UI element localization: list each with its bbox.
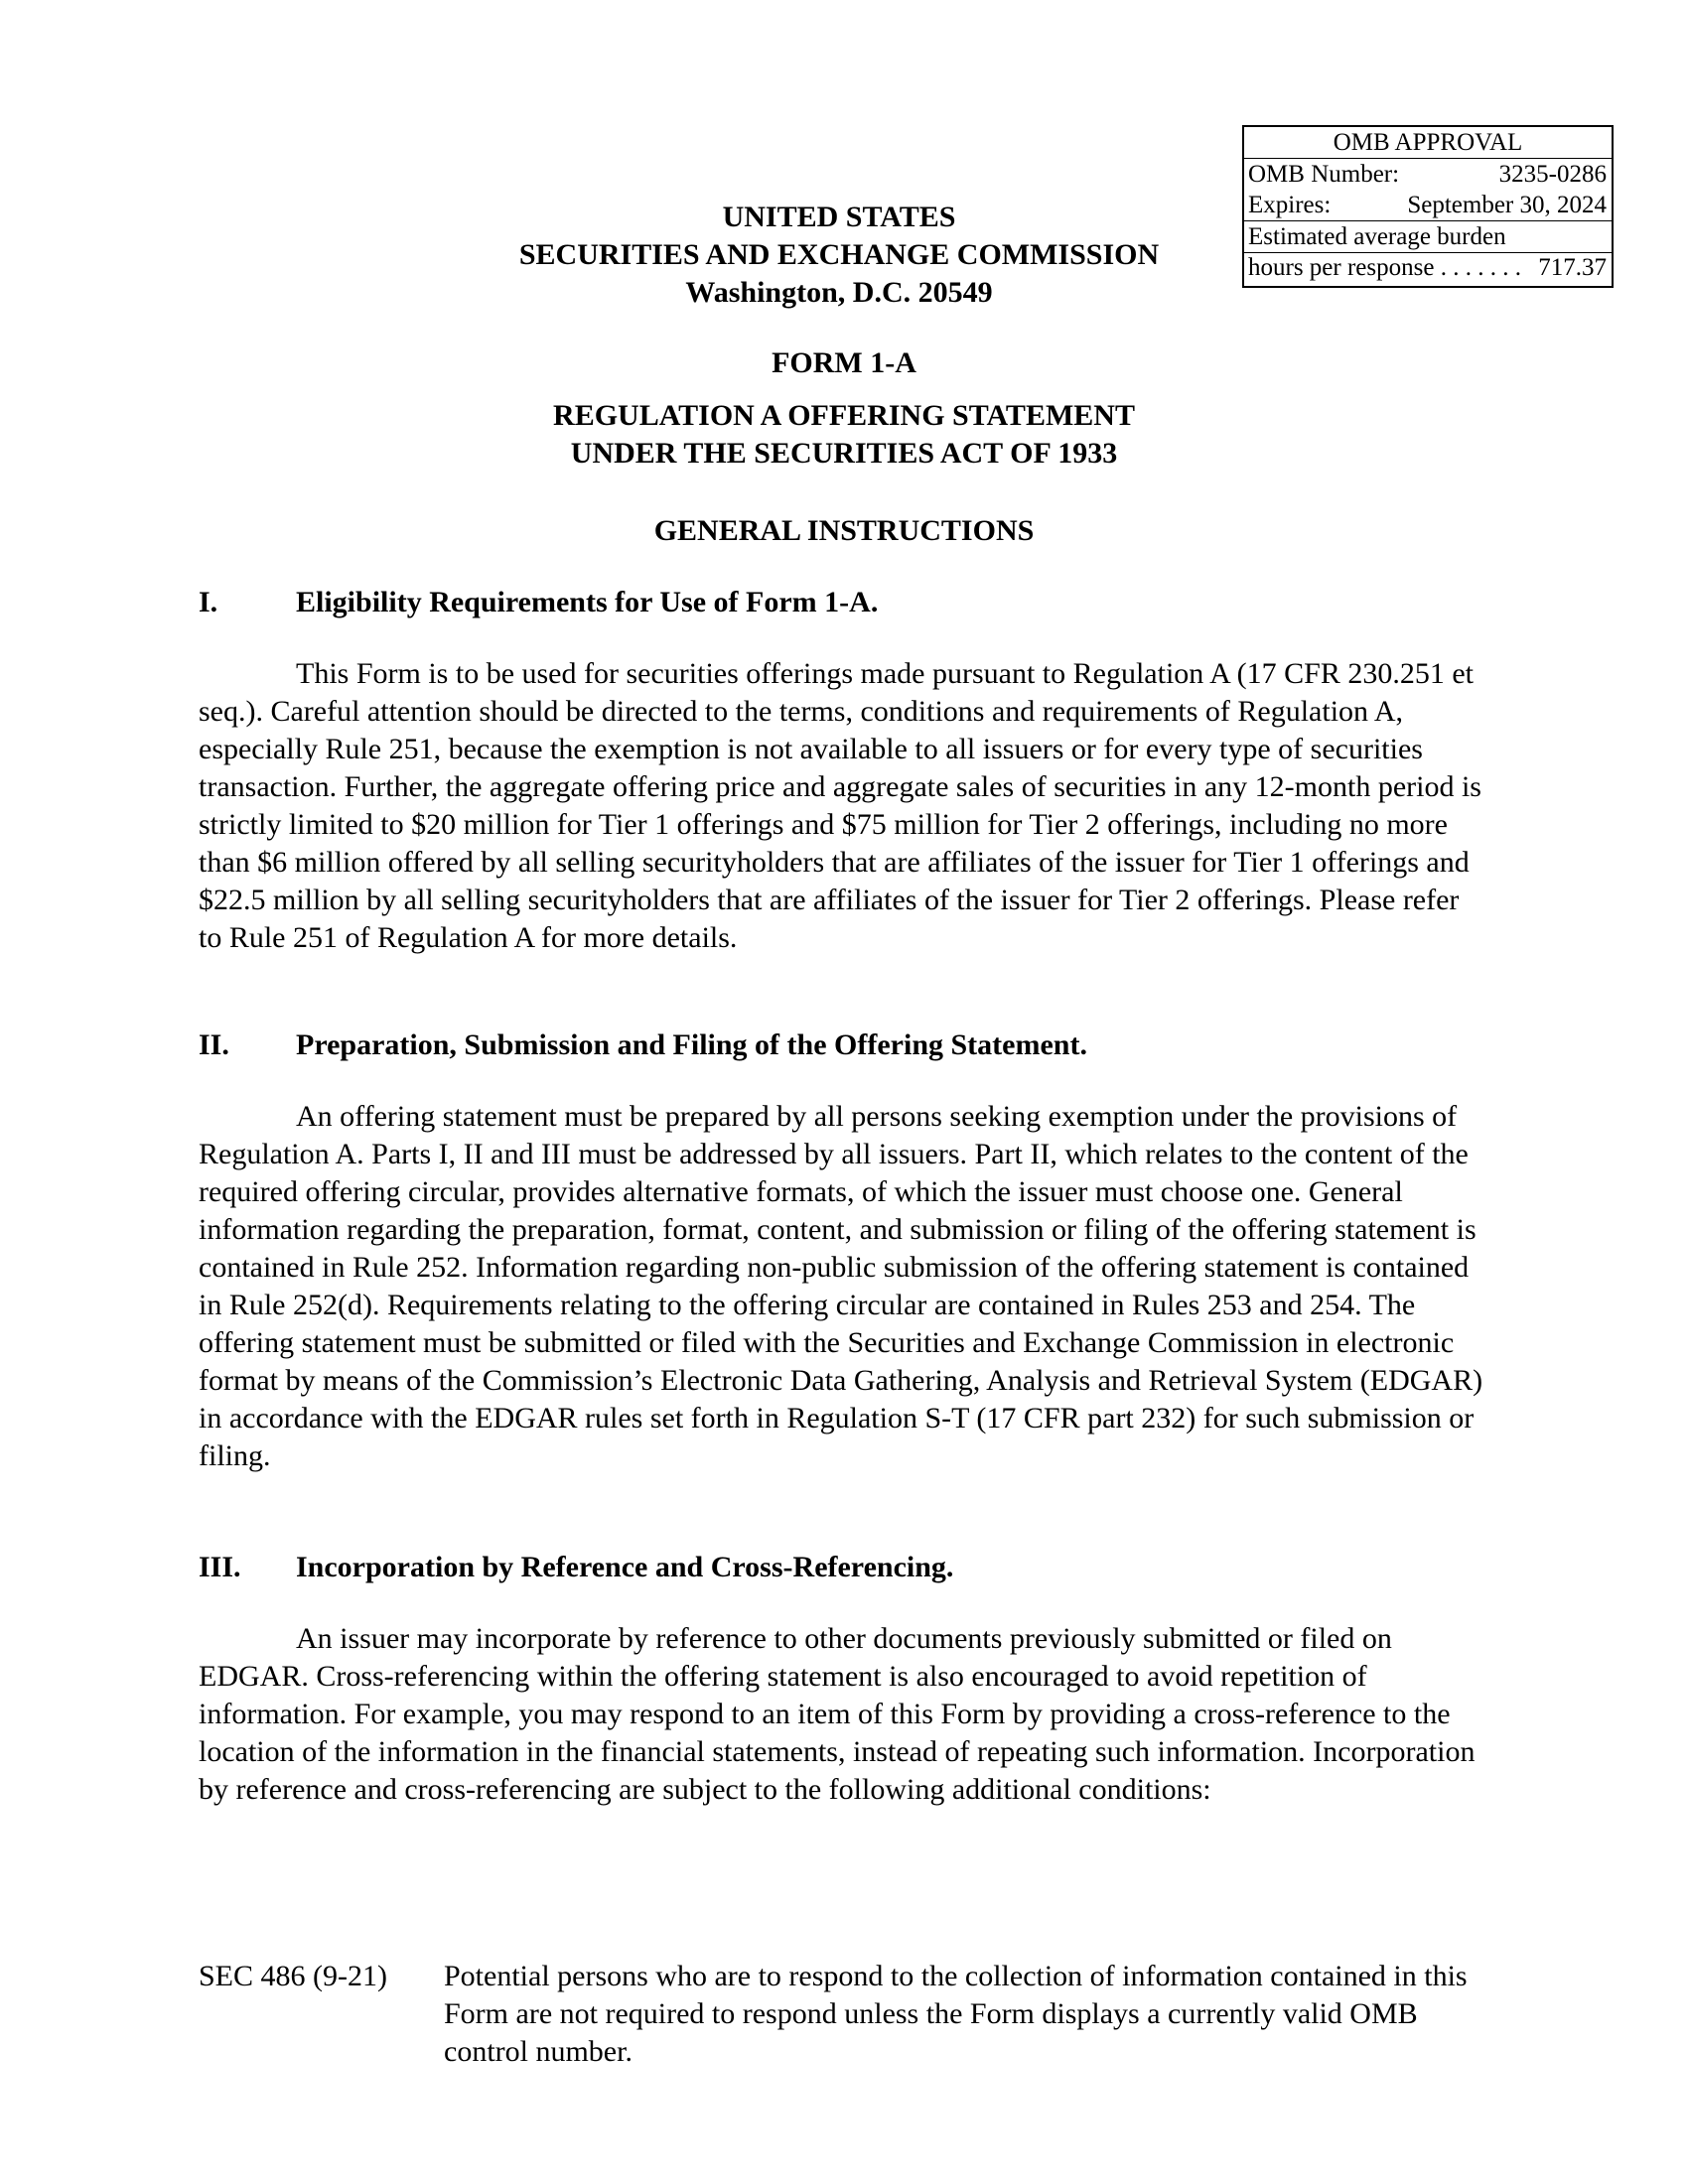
omb-notice-text: Potential persons who are to respond to the collection of information contained in this Form are not required to respond unless the Form displays a currently valid OMB control number. [444, 1960, 1468, 2068]
form-subtitle-line1: REGULATION A OFFERING STATEMENT [553, 399, 1135, 432]
omb-burden-label: hours per response . . . . . . . [1248, 254, 1521, 281]
section-2-body: An offering statement must be prepared by all persons seeking exemption under the provisions of Regulation A. Parts I, II and III must be addressed by all issuers. Part II, which relates to the content of the required offering circular, provides alternative formats, of which the issuer must choose one. General information regarding the preparation, format, content, and submission or filing of the offering statement is contained in Rule 252. Information regarding non-public submission of the offering statement is contained in Rule 252(d). Requirements relating to the offering circular are contained in Rules 253 and 254. The offering statement must be submitted or filed with the Securities and Exchange Commission in electronic format by means of the Commission’s Electronic Data Gathering, Analysis and Retrieval System (EDGAR) in accordance with the EDGAR rules set forth in Regulation S-T (17 CFR part 232) for such submission or filing. [199, 1100, 1483, 1472]
omb-number-row [1244, 159, 1612, 191]
omb-expires-label: Expires: [1248, 192, 1332, 218]
omb-number-value: 3235-0286 [1498, 161, 1607, 188]
omb-number-label: OMB Number: [1248, 161, 1400, 188]
general-instructions-heading: GENERAL INSTRUCTIONS [653, 514, 1035, 547]
omb-burden-value: 717.37 [1538, 254, 1607, 281]
section-2-heading [199, 1026, 1087, 1064]
section-1-body: This Form is to be used for securities offerings made pursuant to Regulation A (17 CFR 230.251 et seq.). Careful attention should be directed to the terms, conditions and requirements of Regulation A, especially Rule 251, because the exemption is not available to all issuers or for every type of securities transaction. Further, the aggregate offering price and aggregate sales of securities in any 12-month period is strictly limited to $20 million for Tier 1 offerings and $75 million for Tier 2 offerings, including no more than $6 million offered by all selling securityholders that are affiliates of the issuer for Tier 1 offerings and $22.5 million by all selling securityholders that are affiliates of the issuer for Tier 2 offerings. Please refer to Rule 251 of Regulation A for more details. [199, 657, 1481, 954]
agency-header [343, 199, 1336, 312]
omb-burden-line: Estimated average burden [1244, 220, 1612, 252]
section-2-title: Preparation, Submission and Filing of the Offering Statement. [296, 1028, 1087, 1061]
section-1-heading [199, 584, 878, 621]
form-subtitle [348, 397, 1340, 473]
omb-approval-title: OMB APPROVAL [1244, 127, 1612, 159]
section-3-number: III. [199, 1551, 241, 1583]
agency-country: UNITED STATES [722, 201, 956, 233]
section-1-number: I. [199, 586, 218, 618]
form-code: SEC 486 (9-21) [199, 1960, 387, 1992]
section-3-title: Incorporation by Reference and Cross-Referencing. [296, 1551, 954, 1583]
form-title: FORM 1-A [772, 346, 916, 379]
section-1-title: Eligibility Requirements for Use of Form 1-A. [296, 586, 879, 618]
section-3-heading [199, 1549, 953, 1586]
agency-address: Washington, D.C. 20549 [685, 276, 993, 309]
section-3-body: An issuer may incorporate by reference to other documents previously submitted or filed on EDGAR. Cross-referencing within the offering statement is also encouraged to avoid repetition of information. For example, you may respond to an item of this Form by providing a cross-reference to the location of the information in the financial statements, instead of repeating such information. Incorporation by reference and cross-referencing are subject to the following additional conditions: [199, 1622, 1476, 1806]
section-2-number: II. [199, 1028, 229, 1061]
form-subtitle-line2: UNDER THE SECURITIES ACT OF 1933 [570, 437, 1118, 470]
agency-name: SECURITIES AND EXCHANGE COMMISSION [518, 238, 1160, 271]
omb-expires-value: September 30, 2024 [1407, 192, 1607, 218]
